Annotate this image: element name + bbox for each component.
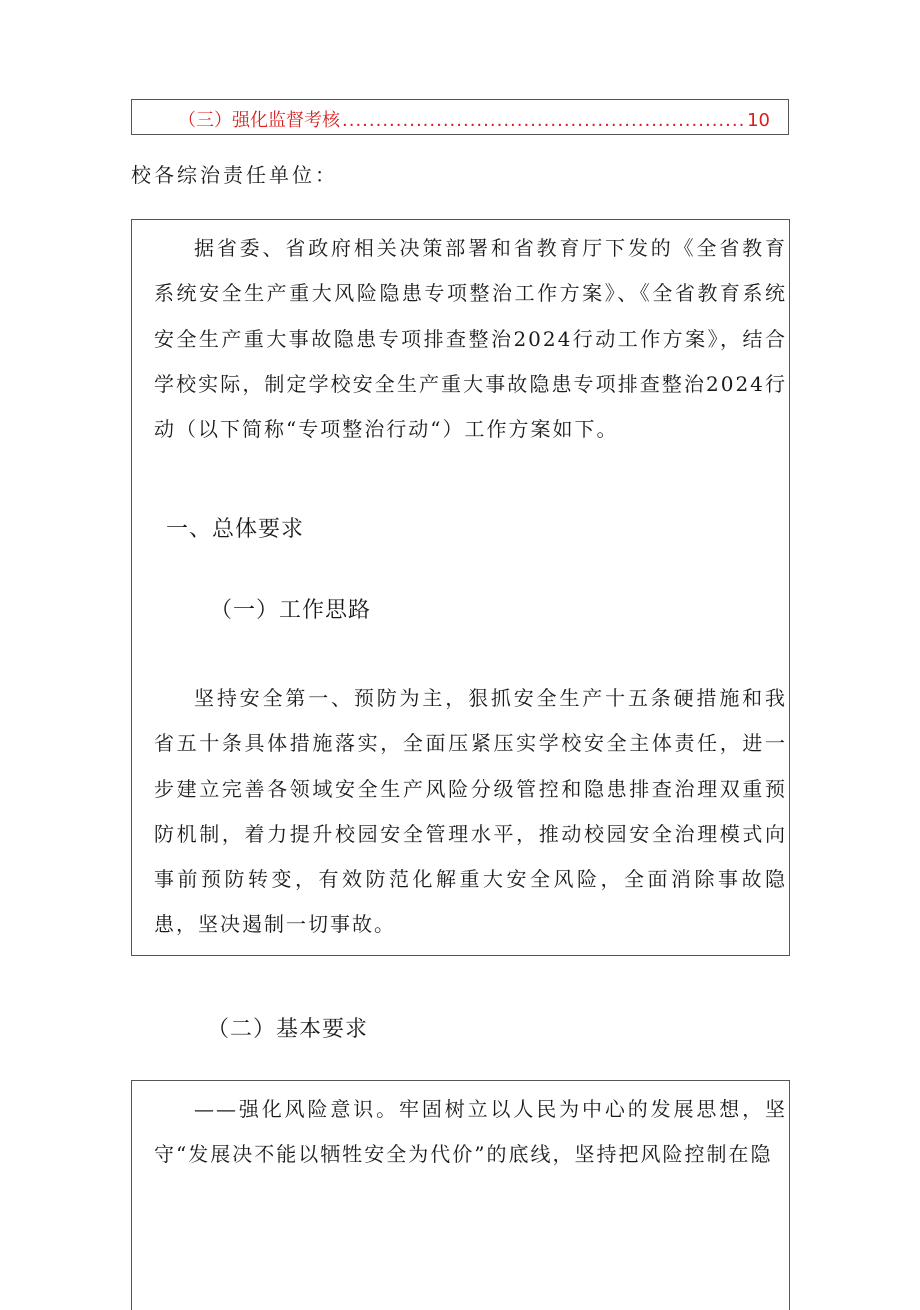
section-heading-overall-requirements: 一、总体要求	[166, 517, 305, 542]
toc-entry-label: （三）强化监督考核	[178, 110, 340, 131]
content-box-2	[131, 1080, 790, 1310]
work-thinking-paragraph: 坚持安全第一、预防为主，狠抓安全生产十五条硬措施和我省五十条具体措施落实，全面压紧压实学校安全主体责任，进一步建立完善各领域安全生产风险分级管控和隐患排查治理双重预防机制，着力提升校园安全管理水平，推动校园安全治理模式向事前预防转变，有效防范化解重大安全风险，全面消除事故隐患，坚决遏制一切事故。	[154, 686, 787, 937]
requirement-paragraph: ——强化风险意识。牢固树立以人民为中心的发展思想，坚守“发展决不能以牺牲安全为代价”的底线，坚持把风险控制在隐	[154, 1097, 787, 1167]
subsection-heading-basic-requirements: （二）基本要求	[207, 1017, 369, 1042]
addressee: 校各综治责任单位：	[131, 163, 338, 187]
toc-box	[131, 99, 789, 135]
subsection-heading-work-thinking: （一）工作思路	[210, 598, 372, 623]
toc-entry[interactable]	[178, 106, 770, 132]
intro-paragraph: 据省委、省政府相关决策部署和省教育厅下发的《全省教育系统安全生产重大风险隐患专项整治工作方案》、《全省教育系统安全生产重大事故隐患专项排查整治2024行动工作方案》，结合学校实际，制定学校安全生产重大事故隐患专项排查整治2024行动（以下简称“专项整治行动“）工作方案如下。	[154, 236, 787, 442]
toc-entry-page: 10	[747, 110, 770, 131]
content-box-1	[131, 219, 790, 956]
toc-leader-dots	[342, 110, 745, 131]
